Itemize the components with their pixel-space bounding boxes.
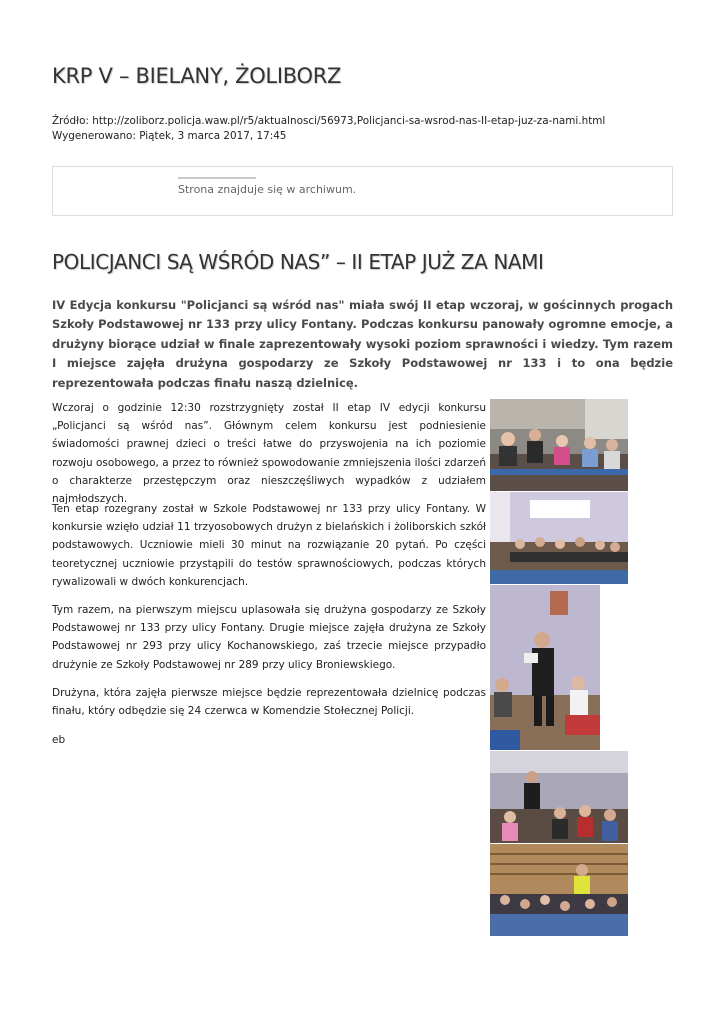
classroom-photo-2: [490, 492, 628, 584]
article-paragraph: Ten etap rozegrany został w Szkole Podstawowej nr 133 przy ulicy Fontany. W konkursie wzięło udział 11 trzyosobowych drużyn z bielańskich i żoliborskich szkół podstawowych. Uczniowie mieli 30 minut na rozwiązanie 20 pytań. Po części teoretycznej uczniowie przystąpili do testów sprawnościowych, podczas których rywalizowali w dwóch konkurencjach.: [52, 503, 486, 588]
article-paragraph: Drużyna, która zajęła pierwsze miejsce będzie reprezentowała dzielnicę podczas finału, który odbędzie się 24 czerwca w Komendzie Stołecznej Policji.: [52, 687, 486, 718]
site-title: KRP V – BIELANY, ŻOLIBORZ: [52, 64, 342, 88]
article-paragraph: Tym razem, na pierwszym miejscu uplasowała się drużyna gospodarzy ze Szkoły Podstawowej nr 133 przy ulicy Fontany. Drugie miejsce zajęła drużyna ze Szkoły Podstawowej nr 293 przy ulicy Kochanowskiego, zaś trzecie miejsce przypadło drużynie ze Szkoły Podstawowej nr 289 przy ulicy Broniewskiego.: [52, 604, 486, 671]
article-signature: eb: [52, 734, 66, 746]
archive-notice-box: [52, 166, 673, 216]
archive-notice-text: Strona znajduje się w archiwum.: [178, 183, 357, 196]
gym-photo: [490, 844, 628, 936]
classroom-photo-3: [490, 751, 628, 843]
officer-talk-photo: [490, 585, 600, 750]
archive-notice-divider: [178, 177, 256, 179]
generated-line: Wygenerowano: Piątek, 3 marca 2017, 17:45: [52, 130, 287, 142]
classroom-photo-1: [490, 399, 628, 491]
article-paragraph: Wczoraj o godzinie 12:30 rozstrzygnięty został II etap IV edycji konkursu „Policjanci są wśród nas”. Głównym celem konkursu jest podniesienie świadomości prawnej dzieci o treści łatwe do przyswojenia na ich poziomie rozwoju osobowego, a przez to również spowodowanie zmniejszenia ilości zdarzeń o charakterze przestępczym oraz nieszczęśliwych wypadków z udziałem najmłodszych.: [52, 402, 486, 506]
source-line: Źródło: http://zoliborz.policja.waw.pl/r5/aktualnosci/56973,Policjanci-sa-wsrod-nas-II-etap-juz-za-nami.html: [52, 115, 606, 127]
article-title: POLICJANCI SĄ WŚRÓD NAS” – II ETAP JUŻ ZA NAMI: [52, 250, 544, 274]
article-lead: IV Edycja konkursu "Policjanci są wśród nas" miała swój II etap wczoraj, w gościnnych progach Szkoły Podstawowej nr 133 przy ulicy Fontany. Podczas konkursu panowały ogromne emocje, a drużyny biorące udział w finale zaprezentowały wysoki poziom sprawności i wiedzy. Tym razem I miejsce zajęła drużyna gospodarzy ze Szkoły Podstawowej nr 133 i to ona będzie reprezentowała podczas finału naszą dzielnicę.: [52, 298, 673, 390]
document-meta: [52, 114, 605, 144]
